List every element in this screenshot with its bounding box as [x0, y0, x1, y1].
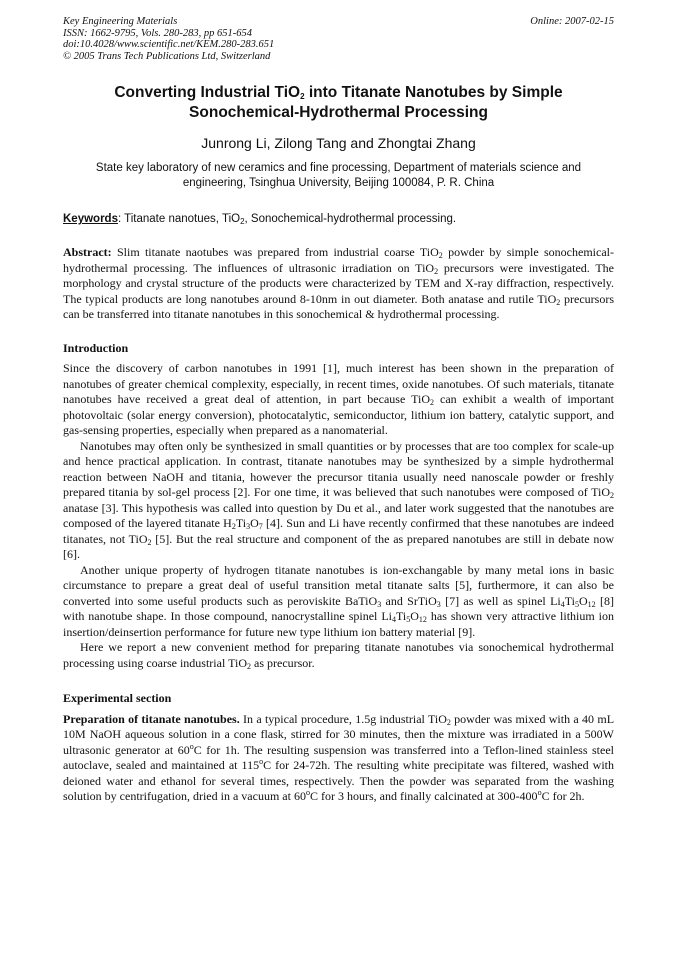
introduction-body [63, 361, 614, 671]
intro-paragraph-2: Nanotubes may often only be synthesized in small quantities or by processes that are too complex for scale-up and hence practical application. In contrast, titanate nanotubes may be synthesized by a simple hydrothermal reaction between NaOH and titania, however the precursor titania usually need nanoscale powder or freshly prepared titania by sol-gel process [2]. For one time, it was believed that such nanotubes were composed of TiO$_2$ anatase [3]. This hypothesis was called into question by Du et al., and later work suggested that the nanotubes are composed of the layered titanate $H_2Ti_3O_7$ [4]. Sun and Li have recently confirmed that these nanotubes are indeed titanates, not TiO$_2$ [5]. But the real structure and component of the as prepared nanotubes are still in debate now [6]. [63, 438, 614, 561]
keywords-label: Keywords [63, 213, 118, 225]
keywords-line: Keywords: Titanate nanotues, TiO$_2$, Sonochemical-hydrothermal processing. [63, 213, 457, 226]
introduction-heading: Introduction [63, 340, 129, 355]
experimental-heading: Experimental section [63, 691, 172, 705]
online-date: Online: 2007-02-15 [530, 16, 614, 27]
journal-name: Key Engineering Materials [63, 16, 178, 27]
intro-paragraph-4: Here we report a new convenient method for preparing titanate nanotubes via sonochemical hydrothermal processing using coarse industrial TiO$_2$ as precursor. [63, 640, 614, 671]
abstract-label: Abstract: [63, 245, 112, 259]
preparation-subheading: Preparation of titanate nanotubes. [63, 711, 240, 726]
paper-title: Converting Industrial TiO$_2$ into Titanate Nanotubes by Simple Sonochemical-Hydrothermal Processing [114, 84, 563, 121]
intro-paragraph-3: Another unique property of hydrogen titanate nanotubes is ion-exchangable by many metal ions in basic circumstance to prepare a great deal of useful transition metal titanate salts [5], furthermore, it can also be converted into some useful products such as peroviskite BaTiO$_3$ and SrTiO$_3$ [7] as well as spinel $Li_4Ti_5O_{12}$ [8] with nanotube shape. In those compound, nanocrystalline spinel $Li_4Ti_5O_{12}$ has shown very attractive lithium ion insertion/deinsertion performance for future new type lithium ion battery material [9]. [63, 562, 615, 639]
doi-line: doi:10.4028/www.scientific.net/KEM.280-283.651 [63, 39, 275, 50]
experimental-paragraph: Preparation of titanate nanotubes. In a typical procedure, 1.5g industrial TiO$_2$ powder was mixed with a 40 mL 10M NaOH aqueous solution in a cone flask, stirred for 30 minutes, then the mixture was irradiated in a 500W ultrasonic generator at 60$^o$C for 1h. The resulting suspension was transferred into a Teflon-lined stainless steel autoclave, sealed and maintained at 115$^o$C for 24-72h. The resulting white precipitate was filtered, washed with deioned water and ethanol for several times, respectively. Then the powder was separated from the washing solution by centrifugation, dried in a vacuum at 60$^o$C for 3 hours, and finally calcinated at 300-400$^o$C for 2h. [63, 711, 615, 803]
affiliation: State key laboratory of new ceramics and fine processing, Department of materials science and engineering, Tsinghua University, Beijing 100084, P. R. China [95, 162, 582, 189]
intro-paragraph-1: Since the discovery of carbon nanotubes in 1991 [1], much interest has been shown in the preparation of nanotubes of greater chemical complexity, especially, in recent times, oxide nanotubes. Of such materials, titanate nanotubes have received a great deal of attention, in part because TiO$_2$ can exhibit a wealth of important photovoltaic (solar energy conversion), photocatalytic, semiconductor, lithium ion battery, catalytic support, and gas-sensing properties, especially when prepared as a nanomaterial. [63, 361, 614, 437]
abstract: Abstract: Slim titanate naotubes was prepared from industrial coarse TiO$_2$ powder by simple sonochemical-hydrothermal processing. The influences of ultrasonic irradiation on TiO$_2$ precursors were investigated. The morphology and crystal structure of the products were characterized by TEM and X-ray diffraction, respectively. The typical products are long nanotubes around 8-10nm in out diameter. Both anatase and rutile TiO$_2$ precursors can be transferred into titanate nanotubes in this sonochemical & hydrothermal processing. [63, 245, 615, 321]
author-list: Junrong Li, Zilong Tang and Zhongtai Zhang [201, 135, 476, 151]
journal-header [63, 16, 614, 62]
issn-line: ISSN: 1662-9795, Vols. 280-283, pp 651-654 [63, 27, 252, 39]
copyright-line: © 2005 Trans Tech Publications Ltd, Switzerland [63, 50, 271, 62]
paper-page [63, 16, 614, 805]
